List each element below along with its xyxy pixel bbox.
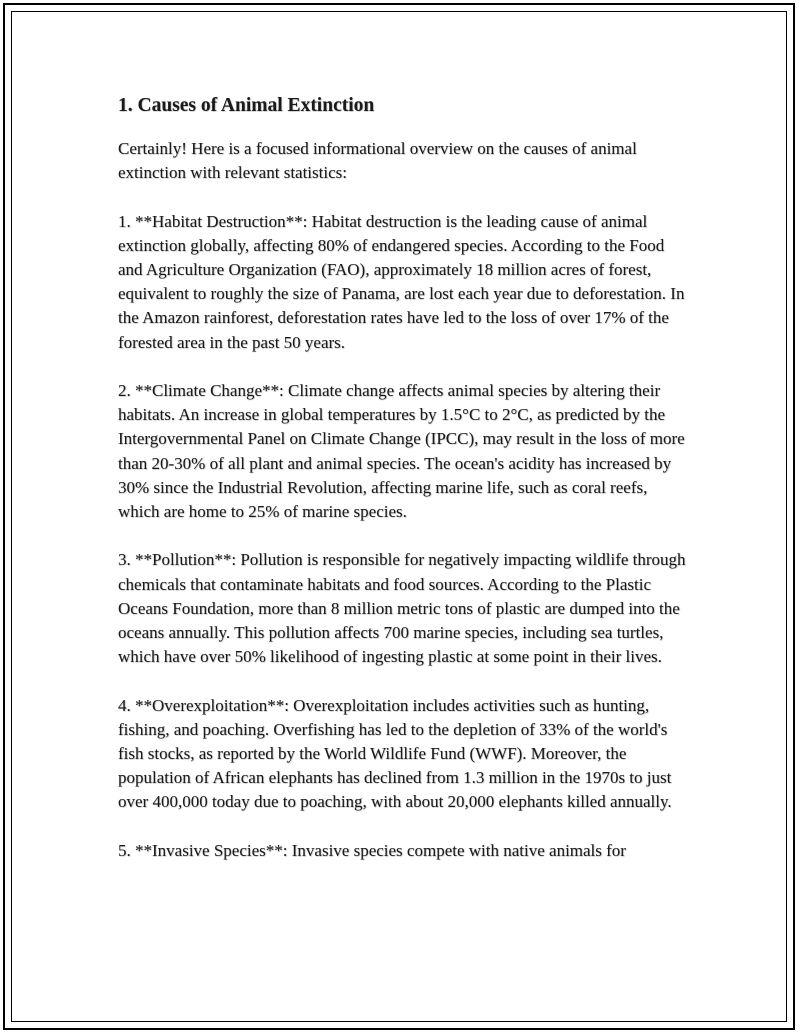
habitat-destruction-paragraph: 1. **Habitat Destruction**: Habitat destruction is the leading cause of animal extinction globally, affecting 80% of endangered species. According to the Food and Agriculture Organization (FAO), approximately 18 million acres of forest, equivalent to roughly the size of Panama, are lost each year due to deforestation. In the Amazon rainforest, deforestation rates have led to the loss of over 17% of the forested area in the past 50 years. bbox=[118, 211, 685, 352]
intro-paragraph: Certainly! Here is a focused informational overview on the causes of animal extinction with relevant statistics: bbox=[118, 139, 637, 183]
overexploitation-paragraph: 4. **Overexploitation**: Overexploitation includes activities such as hunting, fishing, and poaching. Overfishing has led to the depletion of 33% of the world's fish stocks, as reported by the World Wildlife Fund (WWF). Moreover, the population of African elephants has declined from 1.3 million in the 1970s to just over 400,000 today due to poaching, with about 20,000 elephants killed annually. bbox=[118, 695, 672, 812]
climate-change-paragraph: 2. **Climate Change**: Climate change affects animal species by altering their habitats. An increase in global temperatures by 1.5°C to 2°C, as predicted by the Intergovernmental Panel on Climate Change (IPCC), may result in the loss of more than 20-30% of all plant and animal species. The ocean's acidity has increased by 30% since the Industrial Revolution, affecting marine life, such as coral reefs, which are home to 25% of marine species. bbox=[118, 381, 685, 522]
pollution-paragraph: 3. **Pollution**: Pollution is responsible for negatively impacting wildlife through chemicals that contaminate habitats and food sources. According to the Plastic Oceans Foundation, more than 8 million metric tons of plastic are dumped into the oceans annually. This pollution affects 700 marine species, including sea turtles, which have over 50% likelihood of ingesting plastic at some point in their lives. bbox=[118, 550, 686, 667]
section-heading: 1. Causes of Animal Extinction bbox=[118, 95, 375, 116]
invasive-species-paragraph: 5. **Invasive Species**: Invasive species compete with native animals for bbox=[118, 840, 626, 860]
document-body bbox=[118, 92, 688, 887]
